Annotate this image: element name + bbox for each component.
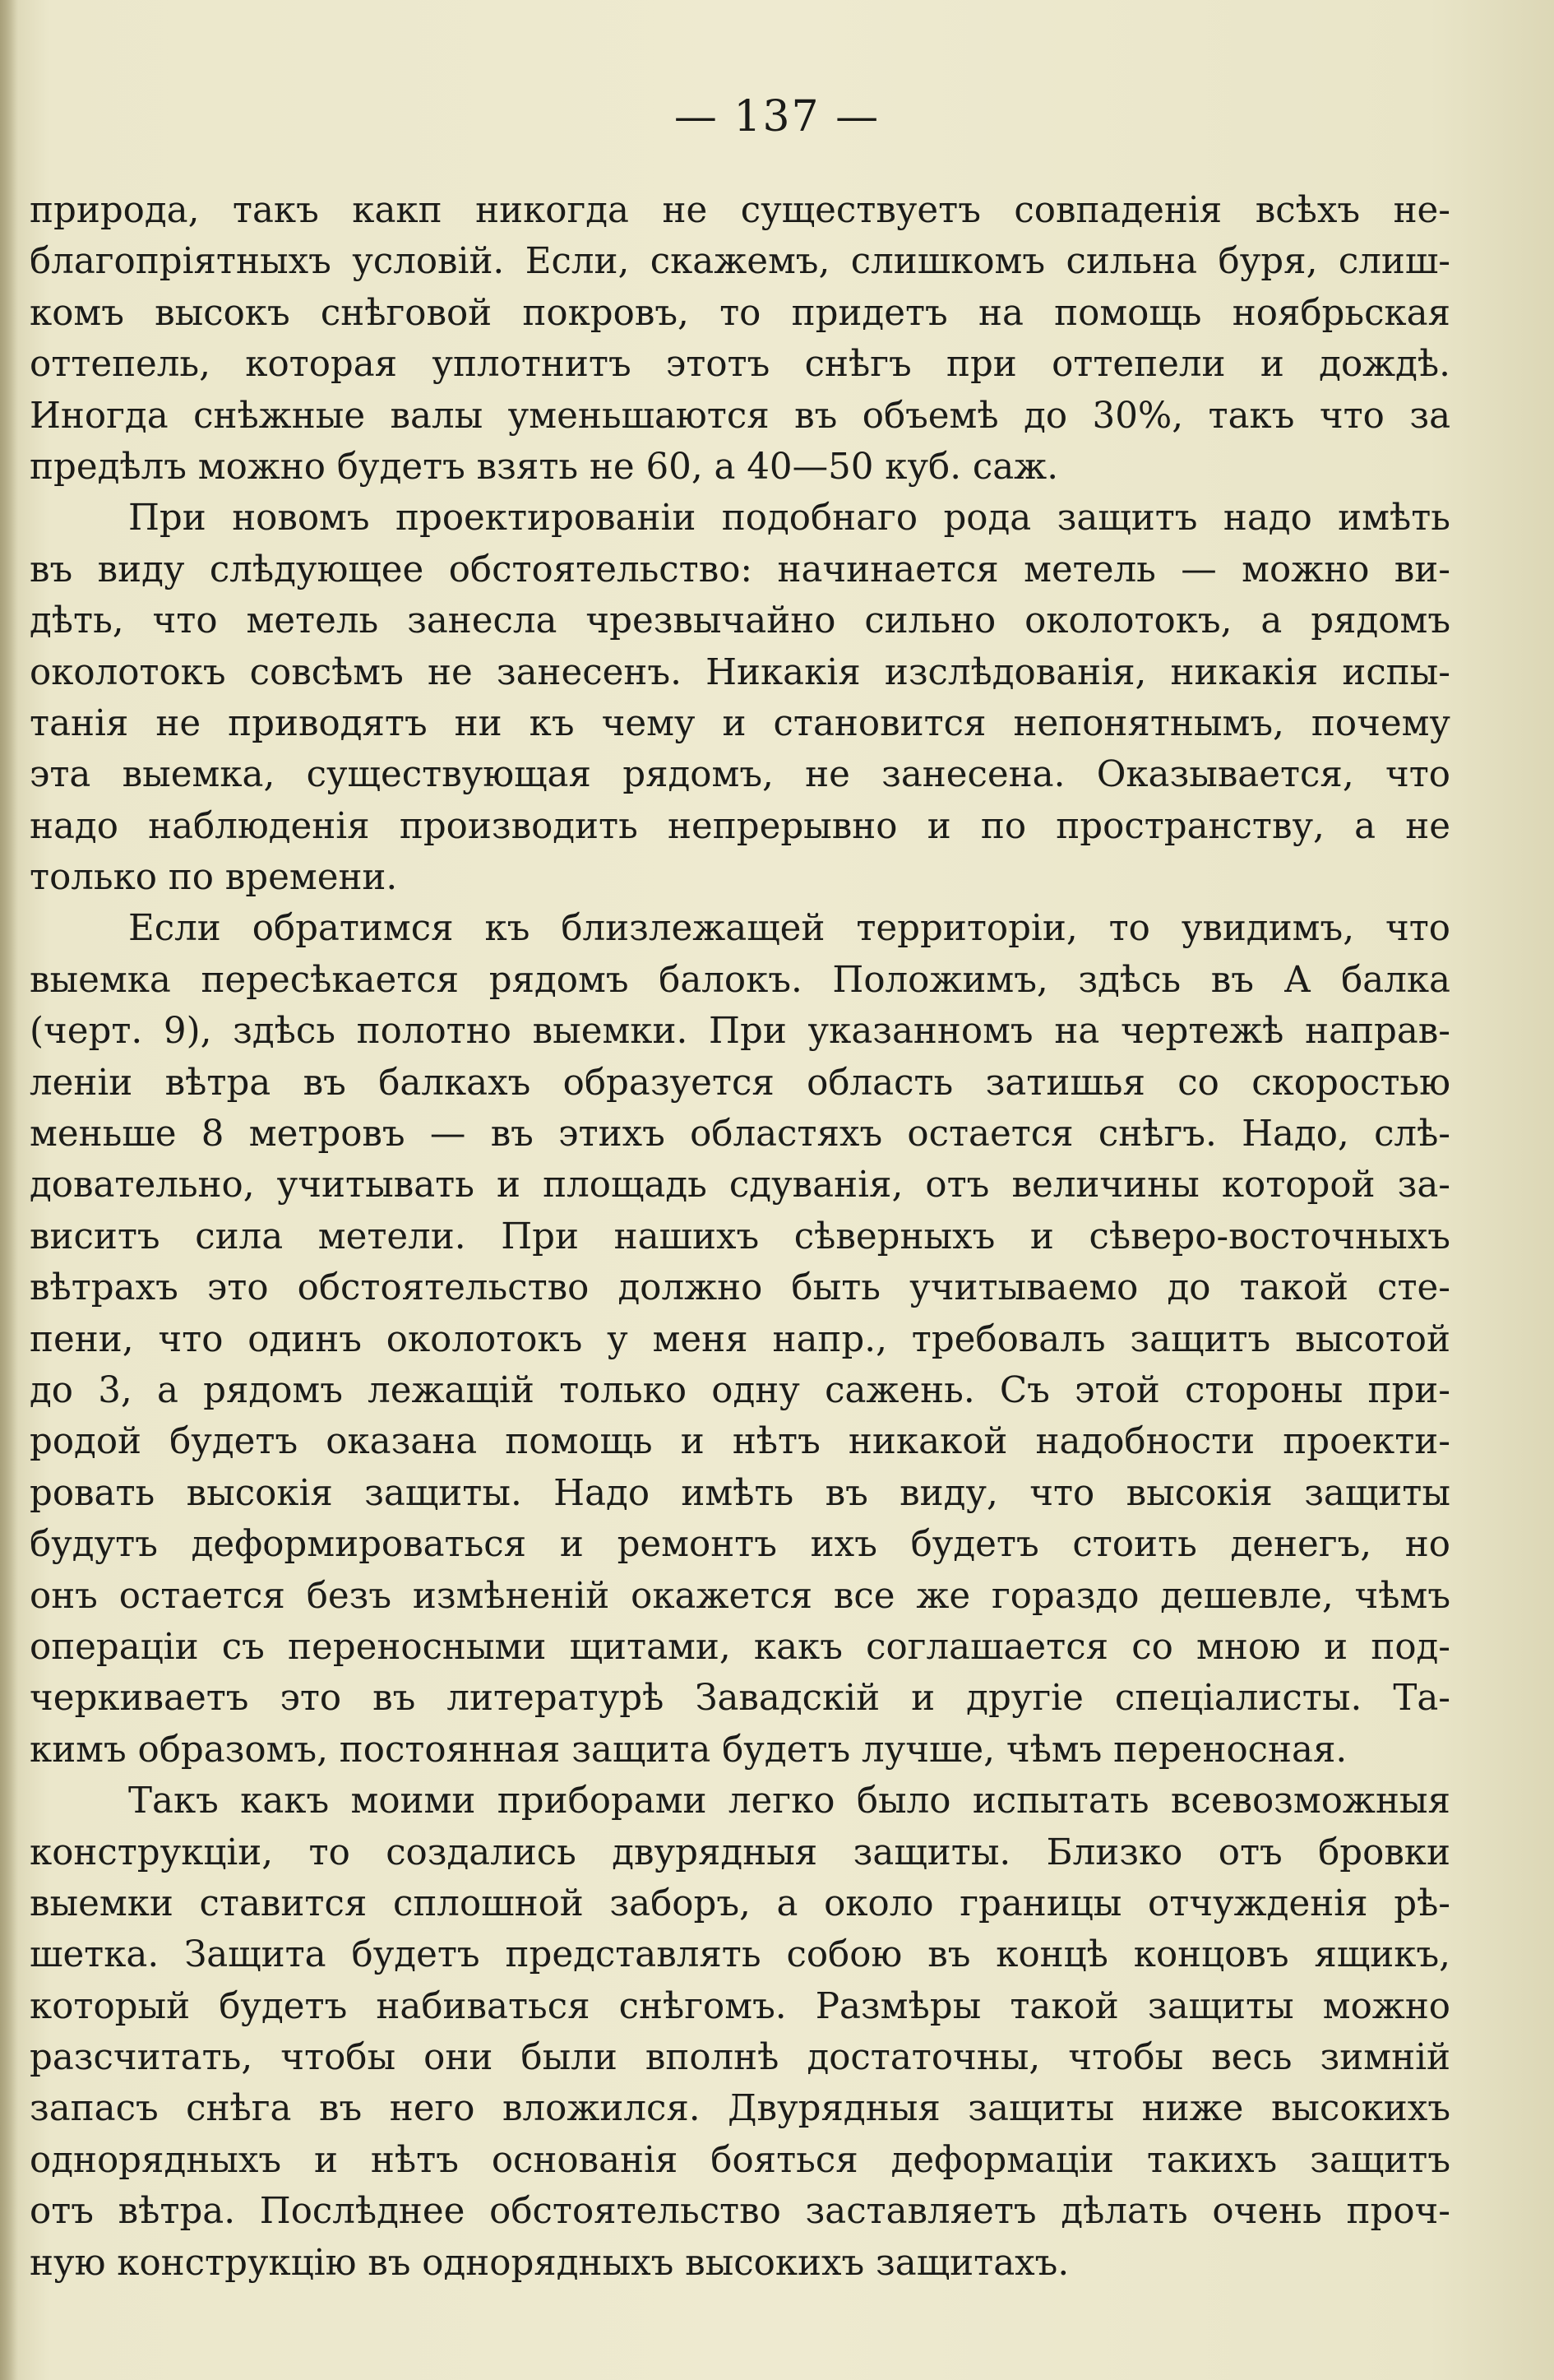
text-line: Если обратимся къ близлежащей территоріи, то увидимъ, что	[128, 908, 1450, 950]
text-line: оттепель, которая уплотнитъ этотъ снѣгъ при оттепели и дождѣ.	[30, 344, 1450, 386]
text-line: надо наблюденія производить непрерывно и по пространству, а не	[30, 805, 1450, 847]
text-line: выемка пересѣкается рядомъ балокъ. Положимъ, здѣсь въ А балка	[30, 959, 1450, 1001]
text-line: шетка. Защита будетъ представлять собою въ концѣ концовъ ящикъ,	[30, 1934, 1450, 1976]
paragraph-1	[30, 185, 1450, 493]
paragraph-3	[30, 903, 1450, 1776]
text-line: отъ вѣтра. Послѣднее обстоятельство заставляетъ дѣлать очень проч-	[30, 2191, 1450, 2233]
text-line: онъ остается безъ измѣненій окажется все же гораздо дешевле, чѣмъ	[30, 1575, 1450, 1617]
text-line: благопріятныхъ условій. Если, скажемъ, слишкомъ сильна буря, слиш-	[30, 241, 1450, 283]
text-line: выемки ставится сплошной заборъ, а около границы отчужденія рѣ-	[30, 1882, 1450, 1924]
page-body	[30, 185, 1450, 2289]
text-line: (черт. 9), здѣсь полотно выемки. При указанномъ на чертежѣ направ-	[30, 1011, 1450, 1053]
text-line: эта выемка, существующая рядомъ, не занесена. Оказывается, что	[30, 754, 1450, 796]
paragraph-2	[30, 493, 1450, 903]
text-line: предѣлъ можно будетъ взять не 60, а 40—50 куб. саж.	[30, 446, 1059, 488]
text-line: При новомъ проектированіи подобнаго рода защитъ надо имѣть	[128, 498, 1450, 539]
text-line: довательно, учитывать и площадь сдуванія, отъ величины которой за-	[30, 1165, 1450, 1206]
paragraph-4	[30, 1776, 1450, 2289]
text-line: меньше 8 метровъ — въ этихъ областяхъ остается снѣгъ. Надо, слѣ-	[30, 1114, 1450, 1155]
text-line: Иногда снѣжные валы уменьшаются въ объемѣ до 30%, такъ что за	[30, 395, 1450, 437]
text-line: природа, такъ какп никогда не существуетъ совпаденія всѣхъ не-	[30, 190, 1450, 231]
text-line: пени, что одинъ околотокъ у меня напр., требовалъ защитъ высотой	[30, 1318, 1450, 1360]
text-line: запасъ снѣга въ него вложился. Двурядныя защиты ниже высокихъ	[30, 2088, 1450, 2130]
text-line: Такъ какъ моими приборами легко было испытать всевозможныя	[128, 1780, 1450, 1822]
text-line: виситъ сила метели. При нашихъ сѣверныхъ и сѣверо-восточныхъ	[30, 1215, 1450, 1257]
text-line: ровать высокія защиты. Надо имѣть въ виду, что высокія защиты	[30, 1472, 1450, 1514]
text-line: танія не приводятъ ни къ чему и становится непонятнымъ, почему	[30, 702, 1450, 744]
text-line: дѣть, что метель занесла чрезвычайно сильно околотокъ, а рядомъ	[30, 600, 1450, 642]
text-line: леніи вѣтра въ балкахъ образуется область затишья со скоростью	[30, 1062, 1450, 1104]
text-line: ную конструкцію въ однорядныхъ высокихъ защитахъ.	[30, 2242, 1070, 2284]
text-line: будутъ деформироваться и ремонтъ ихъ будетъ стоить денегъ, но	[30, 1524, 1450, 1566]
text-line: родой будетъ оказана помощь и нѣтъ никакой надобности проекти-	[30, 1421, 1450, 1463]
page-number: — 137 —	[673, 92, 881, 141]
text-line: въ виду слѣдующее обстоятельство: начинается метель — можно ви-	[30, 549, 1450, 590]
text-line: до 3, а рядомъ лежащій только одну сажень. Съ этой стороны при-	[30, 1369, 1450, 1411]
text-line: кимъ образомъ, постоянная защита будетъ лучше, чѣмъ переносная.	[30, 1729, 1348, 1771]
text-line: однорядныхъ и нѣтъ основанія бояться деформаціи такихъ защитъ	[30, 2139, 1450, 2181]
text-line: черкиваетъ это въ литературѣ Завадскій и другіе спеціалисты. Та-	[30, 1678, 1450, 1720]
text-line: вѣтрахъ это обстоятельство должно быть учитываемо до такой сте-	[30, 1267, 1450, 1309]
text-line: разсчитать, чтобы они были вполнѣ достаточны, чтобы весь зимній	[30, 2037, 1450, 2079]
text-line: только по времени.	[30, 857, 398, 899]
text-line: околотокъ совсѣмъ не занесенъ. Никакія изслѣдованія, никакія испы-	[30, 651, 1450, 693]
text-line: конструкціи, то создались двурядныя защиты. Близко отъ бровки	[30, 1831, 1450, 1873]
text-line: комъ высокъ снѣговой покровъ, то придетъ на помощь ноябрьская	[30, 292, 1450, 334]
text-line: который будетъ набиваться снѣгомъ. Размѣры такой защиты можно	[30, 1985, 1450, 2027]
text-line: операціи съ переносными щитами, какъ соглашается со мною и под-	[30, 1626, 1450, 1668]
